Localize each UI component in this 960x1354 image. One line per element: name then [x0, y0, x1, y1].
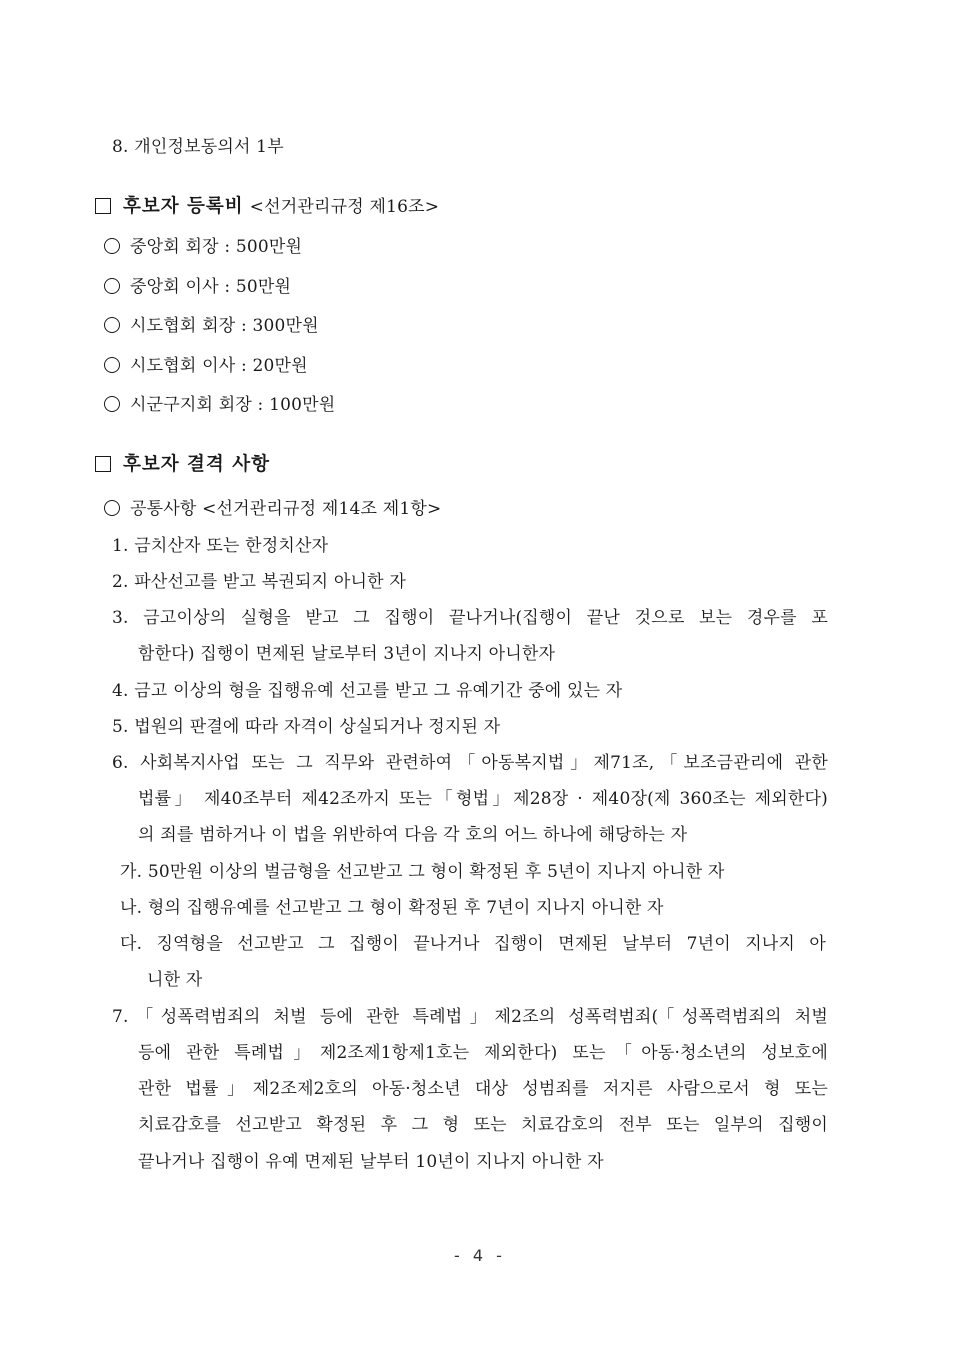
circle-outline-icon — [104, 317, 120, 333]
disqualification-item-4: 4. 금고 이상의 형을 집행유예 선고를 받고 그 유예기간 중에 있는 자 — [112, 681, 623, 701]
square-outline-icon — [95, 456, 111, 472]
sub-item-na: 나. 형의 집행유예를 선고받고 그 형이 확정된 후 7년이 지나지 아니한 자 — [120, 898, 664, 918]
disqualification-item-6-line2: 법률」 제40조부터 제42조까지 또는「형법」제28장 · 제40장(제 360조는 제외한다) — [138, 789, 828, 809]
disqualification-item-5: 5. 법원의 판결에 따라 자격이 상실되거나 정지된 자 — [112, 717, 501, 737]
fee-item — [104, 315, 319, 337]
section-registration-fee — [95, 196, 439, 218]
fee-item — [104, 355, 308, 377]
attachment-item-8: 8. 개인정보동의서 1부 — [112, 137, 284, 157]
circle-outline-icon — [104, 357, 120, 373]
fee-item — [104, 236, 302, 258]
disqualification-item-7-line1: 7.「성폭력범죄의 처벌 등에 관한 특례법」제2조의 성폭력범죄(「성폭력범죄의 처벌 — [112, 1007, 828, 1027]
fee-item-text: 시도협회 회장 : 300만원 — [130, 316, 319, 336]
section-title: 후보자 등록비 — [123, 196, 244, 217]
sub-item-da-line2: 니한 자 — [147, 970, 203, 990]
section-disqualification — [95, 454, 270, 476]
fee-item — [104, 394, 335, 416]
disqualification-item-3-line2: 함한다) 집행이 면제된 날로부터 3년이 지나지 아니한자 — [138, 644, 556, 664]
disqualification-item-6-line3: 의 죄를 범하거나 이 법을 위반하여 다음 각 호의 어느 하나에 해당하는 자 — [138, 825, 688, 845]
circle-outline-icon — [104, 500, 120, 516]
disqualification-item-7-line2: 등에 관한 특례법」제2조제1항제1호는 제외한다) 또는「아동·청소년의 성보호에 — [138, 1043, 828, 1063]
circle-outline-icon — [104, 238, 120, 254]
circle-outline-icon — [104, 278, 120, 294]
disqualification-item-6-line1: 6. 사회복지사업 또는 그 직무와 관련하여「아동복지법」제71조,「보조금관리에 관한 — [112, 753, 828, 773]
fee-item — [104, 276, 291, 298]
disqualification-item-2: 2. 파산선고를 받고 복권되지 아니한 자 — [112, 572, 406, 592]
page-number: - 4 - — [454, 1246, 506, 1265]
section-title: 후보자 결격 사항 — [123, 454, 270, 475]
fee-item-text: 중앙회 회장 : 500만원 — [130, 237, 303, 257]
disqualification-item-1: 1. 금치산자 또는 한정치산자 — [112, 536, 329, 556]
section-reference: <선거관리규정 제16조> — [249, 197, 440, 217]
common-requirements — [104, 498, 441, 520]
disqualification-item-7-line5: 끝나거나 집행이 유예 면제된 날부터 10년이 지나지 아니한 자 — [138, 1152, 604, 1172]
disqualification-item-7-line4: 치료감호를 선고받고 확정된 후 그 형 또는 치료감호의 전부 또는 일부의 집행이 — [138, 1115, 828, 1135]
circle-outline-icon — [104, 396, 120, 412]
sub-item-ga: 가. 50만원 이상의 벌금형을 선고받고 그 형이 확정된 후 5년이 지나지 아니한 자 — [120, 862, 725, 882]
fee-item-text: 시군구지회 회장 : 100만원 — [130, 395, 336, 415]
square-outline-icon — [95, 198, 111, 214]
common-requirements-text: 공통사항 <선거관리규정 제14조 제1항> — [130, 499, 442, 519]
disqualification-item-7-line3: 관한 법률」제2조제2호의 아동·청소년 대상 성범죄를 저지른 사람으로서 형 또는 — [138, 1079, 828, 1099]
disqualification-item-3-line1: 3. 금고이상의 실형을 받고 그 집행이 끝나거나(집행이 끝난 것으로 보는 경우를 포 — [112, 608, 828, 628]
fee-item-text: 시도협회 이사 : 20만원 — [130, 356, 308, 376]
fee-item-text: 중앙회 이사 : 50만원 — [130, 277, 292, 297]
sub-item-da-line1: 다. 징역형을 선고받고 그 집행이 끝나거나 집행이 면제된 날부터 7년이 지나지 아 — [120, 934, 826, 954]
